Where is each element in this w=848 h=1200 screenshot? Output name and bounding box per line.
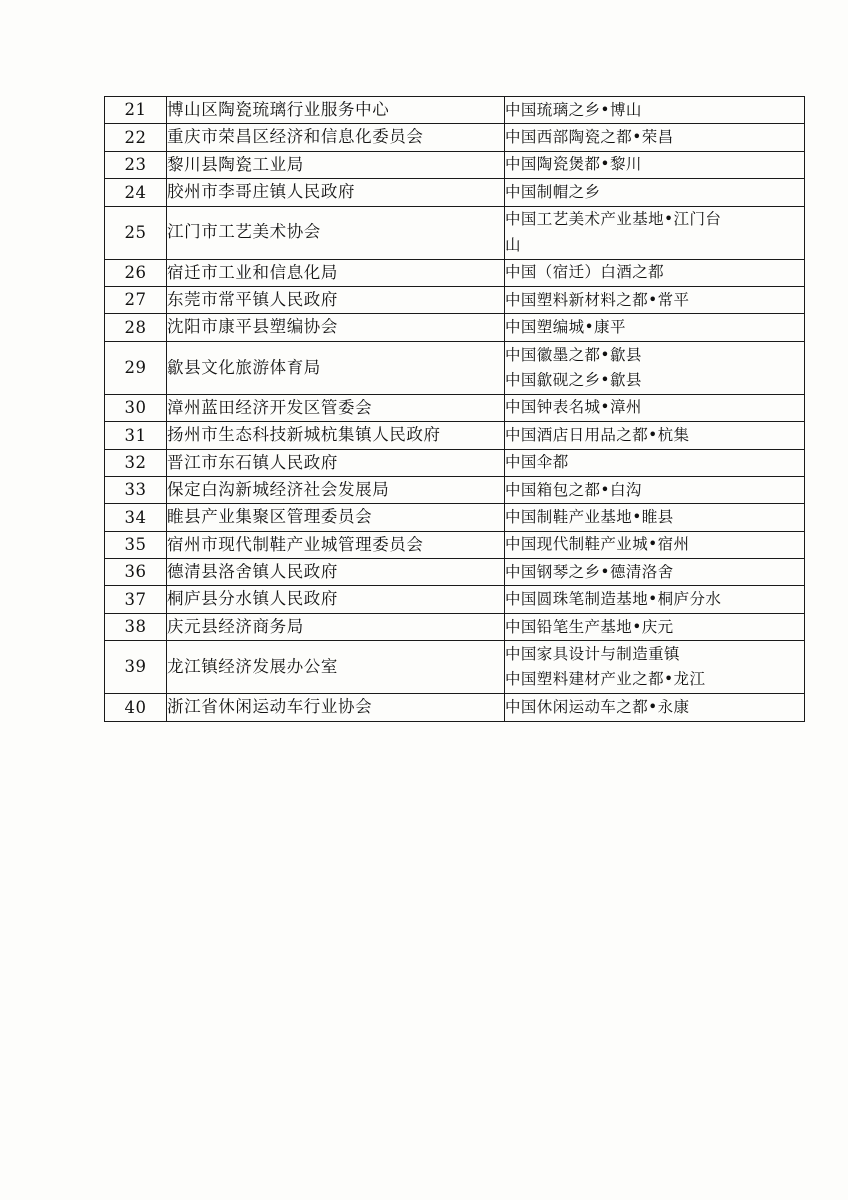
brand-title-line: 中国工艺美术产业基地•江门台 [505, 210, 722, 229]
table-row [105, 151, 805, 178]
brand-title-cell [505, 422, 805, 449]
row-index-cell: 29 [105, 341, 167, 394]
row-index-cell: 27 [105, 286, 167, 313]
organization-cell: 睢县产业集聚区管理委员会 [167, 504, 505, 531]
row-index-cell: 40 [105, 694, 167, 721]
row-index-cell: 36 [105, 559, 167, 586]
brand-title-cell [505, 341, 805, 394]
table-row [105, 613, 805, 640]
brand-title-cell [505, 179, 805, 206]
brand-title-line: 中国塑料建材产业之都•龙江 [505, 670, 706, 689]
brand-title-cell [505, 151, 805, 178]
brand-title-line: 中国铅笔生产基地•庆元 [505, 617, 674, 636]
organization-cell: 博山区陶瓷琉璃行业服务中心 [167, 97, 505, 124]
brand-title-cell [505, 531, 805, 558]
table-row [105, 394, 805, 421]
organization-cell: 胶州市李哥庄镇人民政府 [167, 179, 505, 206]
table-row [105, 314, 805, 341]
table-row [105, 206, 805, 259]
organization-cell: 沈阳市康平县塑编协会 [167, 314, 505, 341]
table-row [105, 259, 805, 286]
brand-title-line: 中国（宿迁）白酒之都 [505, 263, 665, 282]
organization-cell: 庆元县经济商务局 [167, 613, 505, 640]
brand-title-line: 中国现代制鞋产业城•宿州 [505, 535, 690, 554]
brand-title-line: 中国制鞋产业基地•睢县 [505, 507, 674, 526]
organization-cell: 宿州市现代制鞋产业城管理委员会 [167, 531, 505, 558]
brand-title-line: 中国伞都 [505, 453, 569, 472]
organization-cell: 江门市工艺美术协会 [167, 206, 505, 259]
brand-title-line: 中国钢琴之乡•德清洛舍 [505, 562, 674, 581]
brand-title-line: 山 [505, 235, 521, 254]
brand-title-cell [505, 559, 805, 586]
row-index-cell: 32 [105, 449, 167, 476]
organization-cell: 漳州蓝田经济开发区管委会 [167, 394, 505, 421]
brand-title-line: 中国圆珠笔制造基地•桐庐分水 [505, 590, 722, 609]
table-row [105, 559, 805, 586]
organization-cell: 歙县文化旅游体育局 [167, 341, 505, 394]
organization-cell: 宿迁市工业和信息化局 [167, 259, 505, 286]
row-index-cell: 37 [105, 586, 167, 613]
organization-cell: 黎川县陶瓷工业局 [167, 151, 505, 178]
row-index-cell: 31 [105, 422, 167, 449]
brand-title-line: 中国酒店日用品之都•杭集 [505, 425, 690, 444]
row-index-cell: 28 [105, 314, 167, 341]
organization-cell: 龙江镇经济发展办公室 [167, 641, 505, 694]
brand-title-line: 中国钟表名城•漳州 [505, 398, 642, 417]
organization-cell: 桐庐县分水镇人民政府 [167, 586, 505, 613]
brand-title-line: 中国歙砚之乡•歙县 [505, 370, 642, 389]
brand-title-cell [505, 394, 805, 421]
row-index-cell: 25 [105, 206, 167, 259]
table-row [105, 476, 805, 503]
brand-title-cell [505, 206, 805, 259]
table-row [105, 586, 805, 613]
row-index-cell: 35 [105, 531, 167, 558]
row-index-cell: 26 [105, 259, 167, 286]
table-body [105, 97, 805, 722]
table-row [105, 341, 805, 394]
organization-cell: 德清县洛舍镇人民政府 [167, 559, 505, 586]
brand-title-line: 中国制帽之乡 [505, 182, 601, 201]
organization-cell: 保定白沟新城经济社会发展局 [167, 476, 505, 503]
brand-title-cell [505, 314, 805, 341]
brand-title-cell [505, 476, 805, 503]
row-index-cell: 30 [105, 394, 167, 421]
table-row [105, 504, 805, 531]
brand-title-cell [505, 286, 805, 313]
row-index-cell: 22 [105, 124, 167, 151]
brand-title-cell [505, 641, 805, 694]
brand-title-line: 中国陶瓷煲都•黎川 [505, 155, 642, 174]
brand-title-cell [505, 124, 805, 151]
table-row [105, 97, 805, 124]
brand-title-cell [505, 97, 805, 124]
row-index-cell: 24 [105, 179, 167, 206]
row-index-cell: 38 [105, 613, 167, 640]
table-row [105, 641, 805, 694]
organization-cell: 扬州市生态科技新城杭集镇人民政府 [167, 422, 505, 449]
table-row [105, 124, 805, 151]
table-row [105, 286, 805, 313]
brand-title-line: 中国塑编城•康平 [505, 317, 626, 336]
row-index-cell: 21 [105, 97, 167, 124]
row-index-cell: 39 [105, 641, 167, 694]
table-row [105, 422, 805, 449]
brand-title-cell [505, 586, 805, 613]
brand-title-cell [505, 449, 805, 476]
brand-title-cell [505, 694, 805, 721]
organization-cell: 晋江市东石镇人民政府 [167, 449, 505, 476]
data-table [104, 96, 805, 722]
brand-title-line: 中国家具设计与制造重镇 [505, 645, 680, 664]
brand-title-line: 中国徽墨之都•歙县 [505, 345, 642, 364]
row-index-cell: 23 [105, 151, 167, 178]
brand-title-line: 中国塑料新材料之都•常平 [505, 290, 690, 309]
table-row [105, 449, 805, 476]
organization-cell: 浙江省休闲运动车行业协会 [167, 694, 505, 721]
brand-title-line: 中国箱包之都•白沟 [505, 480, 642, 499]
brand-title-cell [505, 504, 805, 531]
row-index-cell: 33 [105, 476, 167, 503]
organization-cell: 东莞市常平镇人民政府 [167, 286, 505, 313]
table-row [105, 694, 805, 721]
brand-title-line: 中国休闲运动车之都•永康 [505, 697, 690, 716]
organization-cell: 重庆市荣昌区经济和信息化委员会 [167, 124, 505, 151]
brand-title-cell [505, 259, 805, 286]
brand-title-line: 中国西部陶瓷之都•荣昌 [505, 128, 674, 147]
table-row [105, 179, 805, 206]
brand-title-cell [505, 613, 805, 640]
row-index-cell: 34 [105, 504, 167, 531]
table-row [105, 531, 805, 558]
brand-title-line: 中国琉璃之乡•博山 [505, 100, 642, 119]
